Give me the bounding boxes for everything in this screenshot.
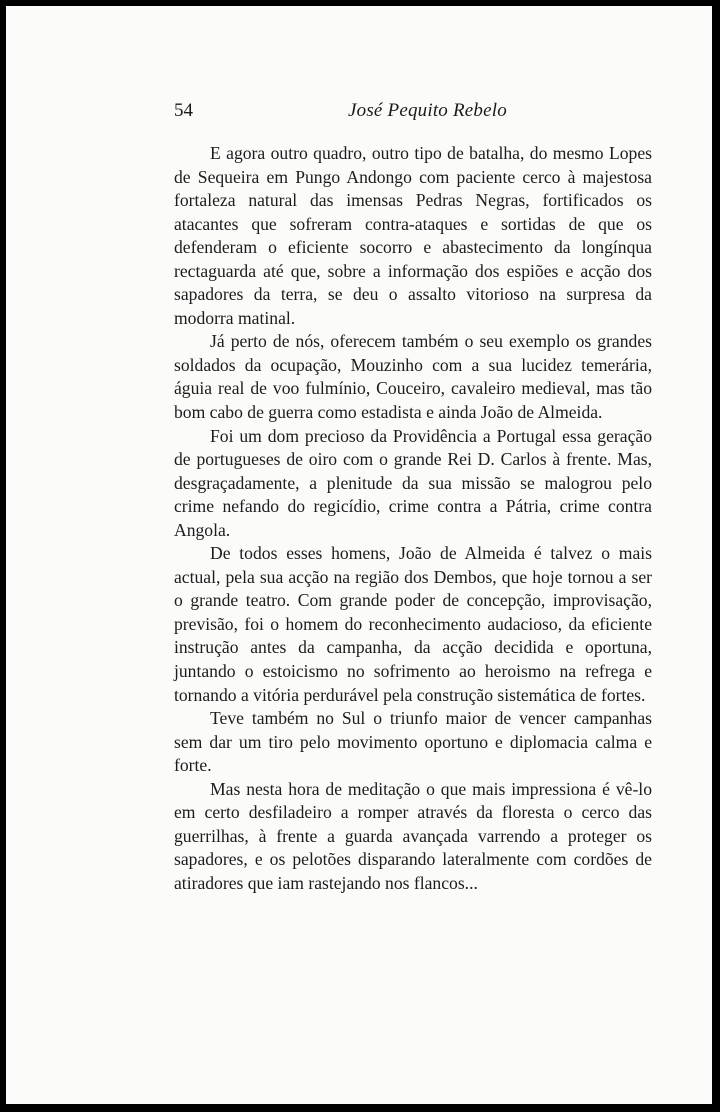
body-text	[174, 142, 652, 896]
paragraph: Mas nesta hora de meditação o que mais impressiona é vê-lo em certo desfiladeiro a romper através da floresta o cerco das guerrilhas, à frente a guarda avançada varrendo a proteger os sapadores, e os pelotões disparando lateralmente com cordões de atiradores que iam rastejando nos flancos...	[174, 778, 652, 893]
paragraph: E agora outro quadro, outro tipo de batalha, do mesmo Lopes de Sequeira em Pungo Andongo com paciente cerco à majestosa fortaleza natural das imensas Pedras Negras, fortificados os atacantes que sofreram contra-ataques e sortidas de que os defenderam o eficiente socorro e abastecimento da longínqua rectaguarda até que, sobre a informação dos espiões e acção dos sapadores da terra, se deu o assalto vitorioso na surpresa da modorra matinal.	[174, 143, 652, 328]
page-number: 54	[174, 100, 193, 121]
paragraph: Já perto de nós, oferecem também o seu exemplo os grandes soldados da ocupação, Mouzinho com a sua lucidez temerária, águia real de voo fulmínio, Couceiro, cavaleiro medieval, mas tão bom cabo de guerra como estadista e ainda João de Almeida.	[174, 331, 652, 423]
paragraph: De todos esses homens, João de Almeida é talvez o mais actual, pela sua acção na região dos Dembos, que hoje tornou a ser o grande teatro. Com grande poder de concepção, improvisação, previsão, foi o homem do reconhecimento audacioso, da eficiente instrução antes da campanha, da acção decidida e oportuna, juntando o estoicismo no sofrimento ao heroismo na refrega e tornando a vitória perdurável pela construção sistemática de fortes.	[174, 543, 652, 705]
running-head-author: José Pequito Rebelo	[348, 100, 507, 121]
page-header	[6, 100, 712, 126]
paragraph: Teve também no Sul o triunfo maior de vencer campanhas sem dar um tiro pelo movimento oportuno e diplomacia calma e forte.	[174, 708, 652, 776]
book-page	[6, 6, 712, 1104]
paragraph: Foi um dom precioso da Providência a Portugal essa geração de portugueses de oiro com o grande Rei D. Carlos à frente. Mas, desgraçadamente, a plenitude da sua missão se malogrou pelo crime nefando do regicídio, crime contra a Pátria, crime contra Angola.	[174, 425, 652, 540]
